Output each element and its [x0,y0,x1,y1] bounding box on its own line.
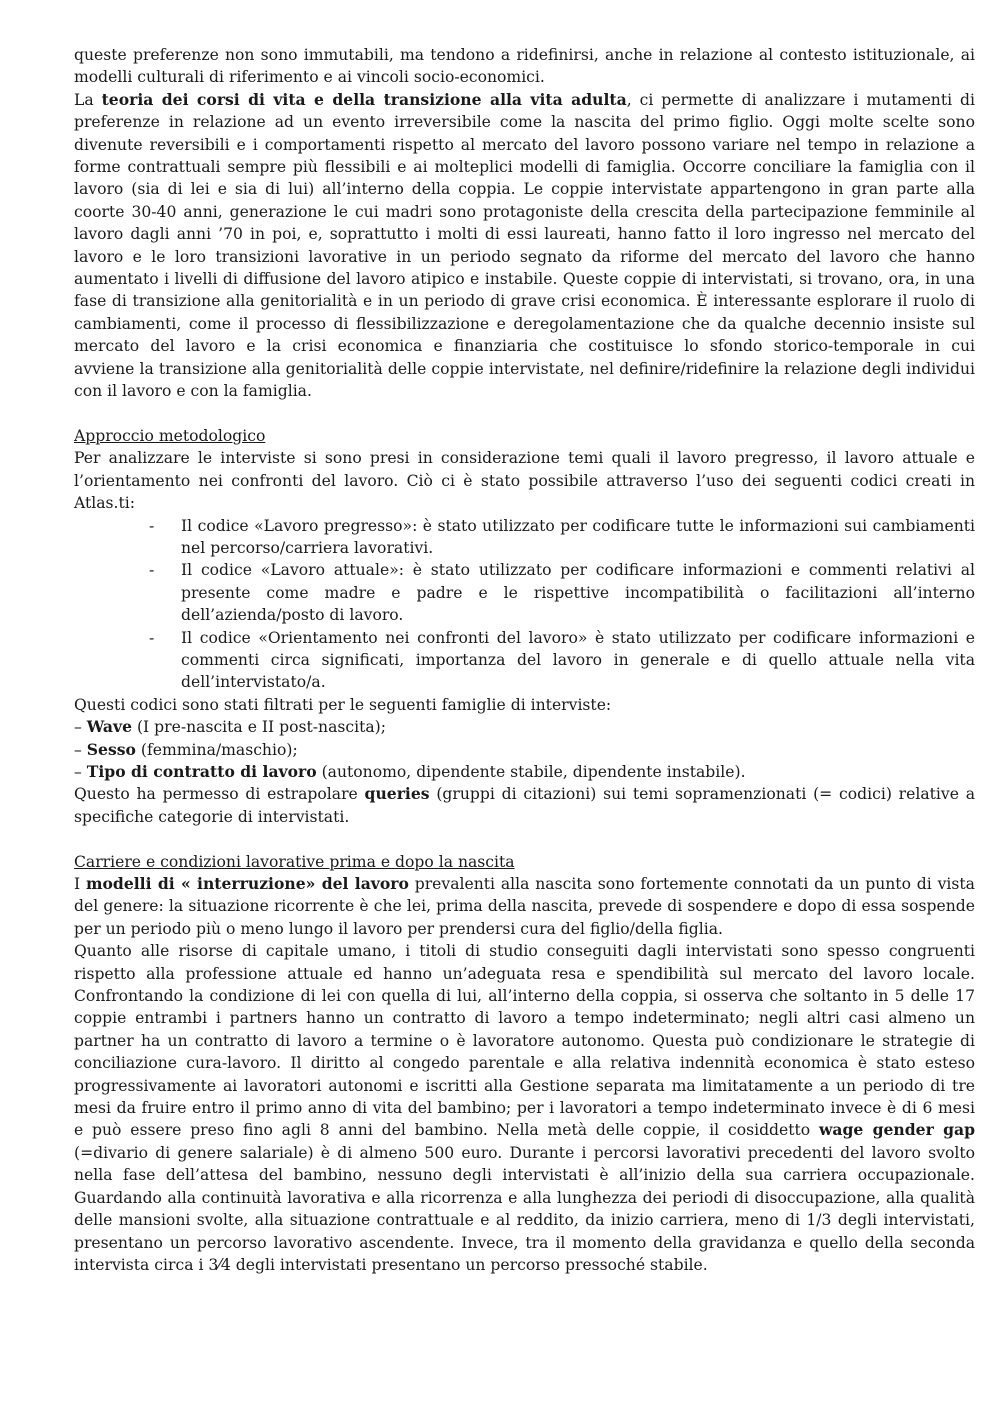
section-spacer [74,828,975,850]
careers-heading: Carriere e condizioni lavorative prima e dopo la nascita [74,852,515,871]
code-item-text: Il codice «Lavoro attuale»: è stato utilizzato per codificare informazioni e commenti relativi al presente come madre e padre e le rispettive incompatibilità o facilitazioni all’interno dell’azienda/posto di lavoro. [181,561,975,625]
wage-gender-gap-term: wage gender gap [818,1120,975,1140]
family-dash: – [74,762,87,781]
queries-body: (gruppi di citazioni) sui temi sopramenzionati (= codici) relative a specifiche categorie di intervistati. [74,785,976,826]
life-course-theory-term: teoria dei corsi di vita e della transizione alla vita adulta [101,89,627,109]
intro-paragraph-2 [74,89,975,358]
code-item [149,559,975,626]
interruption-models-term: modelli di « interruzione» del lavoro [86,874,409,893]
method-intro: Per analizzare le interviste si sono presi in considerazione temi quali il lavoro pregresso, il lavoro attuale e l’orientamento nei confronti del lavoro. Ciò ci è stato possibile attraverso l’uso dei seguenti codici creati in Atlas.ti: [74,449,975,513]
intro-paragraph-3: avviene la transizione alla genitorialità delle coppie intervistate, nel definire/ridefinire la relazione degli individui con il lavoro e con la famiglia. [74,359,975,401]
family-dash: – [74,718,87,737]
queries-lead: Questo ha permesso di estrapolare [74,785,365,804]
careers-p2-lead: Quanto alle risorse di capitale umano, i titoli di studio conseguiti dagli intervistati sono spesso congruenti rispetto alla professione attuale ed hanno un’adeguata resa e spendibilità sul mercato del lavoro locale. Confrontando la condizione di lei con quella di lui, all’interno della coppia, si osserva che soltanto in 5 delle 17 coppie entrambi i partners hanno un contratto di lavoro a tempo indeterminato; negli altri casi almeno un partner ha un contratto di lavoro a termine o è lavoratore autonomo. Questa può condizionare le strategie di conciliazione cura-lavoro. Il diritto al congedo parentale e alla relativa indennità economica è stato esteso progressivamente ai lavoratori autonomi e iscritti alla Gestione separata ma limitatamente a un periodo di tre mesi da fruire entro il primo anno di vita del bambino; per i lavoratori a tempo indeterminato invece è di 6 mesi e può essere preso fino agli 8 anni del bambino. Nella metà delle coppie, il cosiddetto [74,942,975,1140]
families-intro: Questi codici sono stati filtrati per le seguenti famiglie di interviste: [74,695,612,714]
careers-p1-lead: I [74,875,87,893]
intro-p2-lead: La [74,90,102,109]
method-heading: Approccio metodologico [74,426,266,445]
careers-p1-body: prevalenti alla nascita sono fortemente connotati da un punto di vista del genere: la situazione ricorrente è che lei, prima della nascita, prevede di sospendere e dopo di essa sospende per un periodo più o meno lungo il lavoro per prendersi cura del figlio/della figlia. [74,875,975,938]
family-item-contratto [74,761,975,783]
family-name: Sesso [86,739,136,759]
queries-paragraph [74,783,975,828]
family-detail: (autonomo, dipendente stabile, dipendente instabile). [316,762,746,781]
family-name: Wave [86,717,133,737]
codes-list [74,515,975,694]
queries-term: queries [364,784,430,804]
family-dash: – [74,740,87,759]
code-item-text: Il codice «Orientamento nei confronti del lavoro» è stato utilizzato per codificare informazioni e commenti circa significati, importanza del lavoro in generale e di quello attuale nella vita dell’intervistato/a. [181,628,975,692]
bullet-dash: - [149,561,155,580]
family-name: Tipo di contratto di lavoro [86,761,317,781]
family-item-sesso [74,739,975,761]
bullet-dash: - [149,516,155,535]
section-spacer [74,403,975,425]
careers-p2-body: (=divario di genere salariale) è di almeno 500 euro. Durante i percorsi lavorativi precedenti del lavoro svolto nella fase dell’attesa del bambino, nessuno degli intervistati è all’inizio della sua carriera occupazionale. Guardando alla continuità lavorativa e alla ricorrenza e alla lunghezza dei periodi di disoccupazione, alla qualità delle mansioni svolte, alla situazione contrattuale e al reddito, da inizio carriera, meno di 1/3 degli intervistati, presentano un percorso lavorativo ascendente. Invece, tra il momento della gravidanza e quello della seconda intervista circa i 3⁄4 degli intervistati presentano un percorso pressoché stabile. [74,1143,975,1274]
careers-paragraph-1 [74,873,975,940]
family-detail: (femmina/maschio); [135,740,298,759]
code-item [149,515,975,560]
code-item [149,627,975,694]
intro-p2-body: , ci permette di analizzare i mutamenti di preferenze in relazione ad un evento irreversibile come la nascita del primo figlio. Oggi molte scelte sono divenute reversibili e i comportamenti rispetto al mercato del lavoro possono variare nel tempo in relazione a forme contrattuali sempre più flessibili e ai molteplici modelli di famiglia. Occorre conciliare la famiglia con il lavoro (sia di lei e sia di lui) all’interno della coppia. Le coppie intervistate appartengono in gran parte alla coorte 30-40 anni, generazione le cui madri sono protagoniste della crescita della partecipazione femminile al lavoro dagli anni ’70 in poi, e, soprattutto i molti di essi laureati, hanno fatto il loro ingresso nel mercato del lavoro e le loro transizioni lavorative in un periodo segnato da riforme del mercato del lavoro che hanno aumentato i livelli di diffusione del lavoro atipico e instabile. Queste coppie di intervistati, si trovano, ora, in una fase di transizione alla genitorialità e in un periodo di grave crisi economica. È interessante esplorare il ruolo di cambiamenti, come il processo di flessibilizzazione e deregolamentazione che da qualche decennio insiste sul mercato del lavoro e la crisi economica e finanziaria che costituisce lo sfondo storico-temporale in cui [74,90,975,356]
family-detail: (I pre-nascita e II post-nascita); [132,718,387,737]
family-item-wave [74,716,975,738]
intro-paragraph-1: queste preferenze non sono immutabili, ma tendono a ridefinirsi, anche in relazione al contesto istituzionale, ai modelli culturali di riferimento e ai vincoli socio-economici. [74,46,975,87]
code-item-text: Il codice «Lavoro pregresso»: è stato utilizzato per codificare tutte le informazioni sui cambiamenti nel percorso/carriera lavorativi. [181,516,975,557]
bullet-dash: - [149,628,155,647]
careers-paragraph-2 [74,940,975,1276]
